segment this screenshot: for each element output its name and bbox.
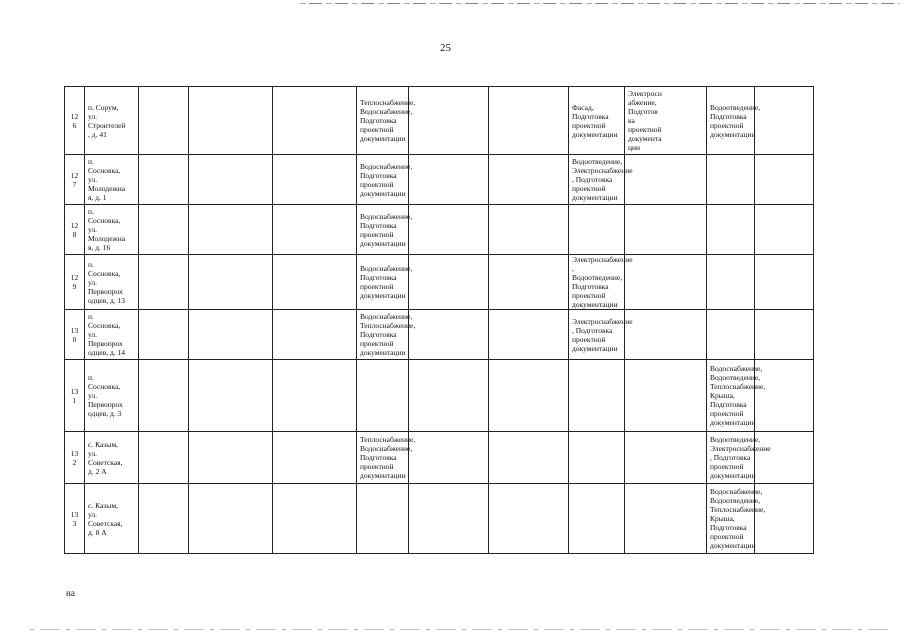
table-row <box>65 155 814 205</box>
works-table <box>64 86 814 554</box>
works-cell <box>569 484 625 554</box>
works-cell <box>625 310 707 360</box>
empty-cell <box>189 255 273 310</box>
empty-cell <box>489 155 569 205</box>
address-cell: п. Сосновка, ул. Молодежна я, д. 16 <box>85 205 139 255</box>
works-cell <box>707 205 755 255</box>
table-row <box>65 432 814 484</box>
empty-cell <box>755 87 814 155</box>
works-cell: Водоснабжение, Теплоснабжение, Подготовка проектной документации <box>357 310 409 360</box>
empty-cell <box>273 205 357 255</box>
empty-cell <box>755 255 814 310</box>
page-number: 25 <box>440 42 451 54</box>
empty-cell <box>189 87 273 155</box>
works-cell <box>625 255 707 310</box>
empty-cell <box>489 484 569 554</box>
works-cell <box>625 155 707 205</box>
empty-cell <box>273 360 357 432</box>
empty-cell <box>489 360 569 432</box>
works-cell: Водоснабжение, Подготовка проектной документации <box>357 255 409 310</box>
empty-cell <box>139 87 189 155</box>
empty-cell <box>139 205 189 255</box>
empty-cell <box>755 432 814 484</box>
empty-cell <box>755 155 814 205</box>
row-number: 12 7 <box>65 155 85 205</box>
table-row <box>65 205 814 255</box>
empty-cell <box>139 484 189 554</box>
empty-cell <box>489 310 569 360</box>
empty-cell <box>273 87 357 155</box>
empty-cell <box>273 484 357 554</box>
empty-cell <box>273 155 357 205</box>
scan-artifact-top <box>300 3 900 4</box>
works-cell: Водоотведение, Электроснабжение , Подготовка проектной документации <box>569 155 625 205</box>
empty-cell <box>489 205 569 255</box>
scan-artifact-bottom <box>30 629 890 630</box>
empty-cell <box>273 432 357 484</box>
works-cell <box>707 255 755 310</box>
works-cell <box>625 360 707 432</box>
empty-cell <box>189 432 273 484</box>
works-cell <box>357 484 409 554</box>
row-number: 13 2 <box>65 432 85 484</box>
row-number: 12 8 <box>65 205 85 255</box>
address-cell: с. Казым, ул. Советская, д. 2 А <box>85 432 139 484</box>
empty-cell <box>409 255 489 310</box>
row-number: 13 3 <box>65 484 85 554</box>
table-row <box>65 87 814 155</box>
works-cell <box>357 360 409 432</box>
works-cell <box>625 205 707 255</box>
works-cell <box>625 432 707 484</box>
empty-cell <box>489 87 569 155</box>
works-cell <box>569 432 625 484</box>
row-number: 13 0 <box>65 310 85 360</box>
empty-cell <box>409 484 489 554</box>
empty-cell <box>139 255 189 310</box>
works-cell <box>569 360 625 432</box>
works-cell: Электроснабжение , Водоотведение, Подготовка проектной документации <box>569 255 625 310</box>
address-cell: с. Казым, ул. Советская, д. 8 А <box>85 484 139 554</box>
works-cell: Водоснабжение, Водоотведение, Теплоснабжение, Крыша, Подготовка проектной документации <box>707 360 755 432</box>
empty-cell <box>409 360 489 432</box>
empty-cell <box>273 310 357 360</box>
address-cell: п. Сорум, ул. Строителей , д. 41 <box>85 87 139 155</box>
empty-cell <box>409 310 489 360</box>
works-cell <box>707 155 755 205</box>
works-cell: Электросн абжение, Подготов ка проектной документа ции <box>625 87 707 155</box>
empty-cell <box>755 205 814 255</box>
works-cell <box>707 310 755 360</box>
empty-cell <box>409 87 489 155</box>
empty-cell <box>755 360 814 432</box>
empty-cell <box>189 484 273 554</box>
works-cell: Водоотведение, Электроснабжение , Подготовка проектной документации <box>707 432 755 484</box>
empty-cell <box>273 255 357 310</box>
works-cell: Водоснабжение, Подготовка проектной документации <box>357 155 409 205</box>
empty-cell <box>755 484 814 554</box>
empty-cell <box>189 310 273 360</box>
empty-cell <box>139 360 189 432</box>
works-cell: Теплоснабжение, Водоснабжение, Подготовка проектной документации <box>357 432 409 484</box>
empty-cell <box>139 155 189 205</box>
address-cell: п. Сосновка, ул. Первопрох одцев, д. 3 <box>85 360 139 432</box>
works-cell: Водоснабжение, Водоотведение, Теплоснабжение, Крыша, Подготовка проектной документации <box>707 484 755 554</box>
empty-cell <box>409 432 489 484</box>
empty-cell <box>189 360 273 432</box>
empty-cell <box>189 155 273 205</box>
footer-text: на <box>66 588 75 598</box>
row-number: 12 9 <box>65 255 85 310</box>
table-row <box>65 255 814 310</box>
works-cell: Фасад, Подготовка проектной документации <box>569 87 625 155</box>
row-number: 13 1 <box>65 360 85 432</box>
works-cell <box>625 484 707 554</box>
works-cell: Водоотведение, Подготовка проектной документации <box>707 87 755 155</box>
empty-cell <box>409 155 489 205</box>
works-cell: Электроснабжение , Подготовка проектной документации <box>569 310 625 360</box>
empty-cell <box>139 432 189 484</box>
works-cell: Теплоснабжение, Водоснабжение, Подготовка проектной документации <box>357 87 409 155</box>
works-cell <box>569 205 625 255</box>
empty-cell <box>489 255 569 310</box>
table-row <box>65 360 814 432</box>
row-number: 12 6 <box>65 87 85 155</box>
empty-cell <box>189 205 273 255</box>
address-cell: п. Сосновка, ул. Молодежна я, д. 1 <box>85 155 139 205</box>
empty-cell <box>755 310 814 360</box>
table-row <box>65 310 814 360</box>
address-cell: п. Сосновка, ул. Первопрох одцев, д. 13 <box>85 255 139 310</box>
address-cell: п. Сосновка, ул. Первопрох одцев, д. 14 <box>85 310 139 360</box>
empty-cell <box>409 205 489 255</box>
table-row <box>65 484 814 554</box>
empty-cell <box>139 310 189 360</box>
works-cell: Водоснабжение, Подготовка проектной документации <box>357 205 409 255</box>
empty-cell <box>489 432 569 484</box>
